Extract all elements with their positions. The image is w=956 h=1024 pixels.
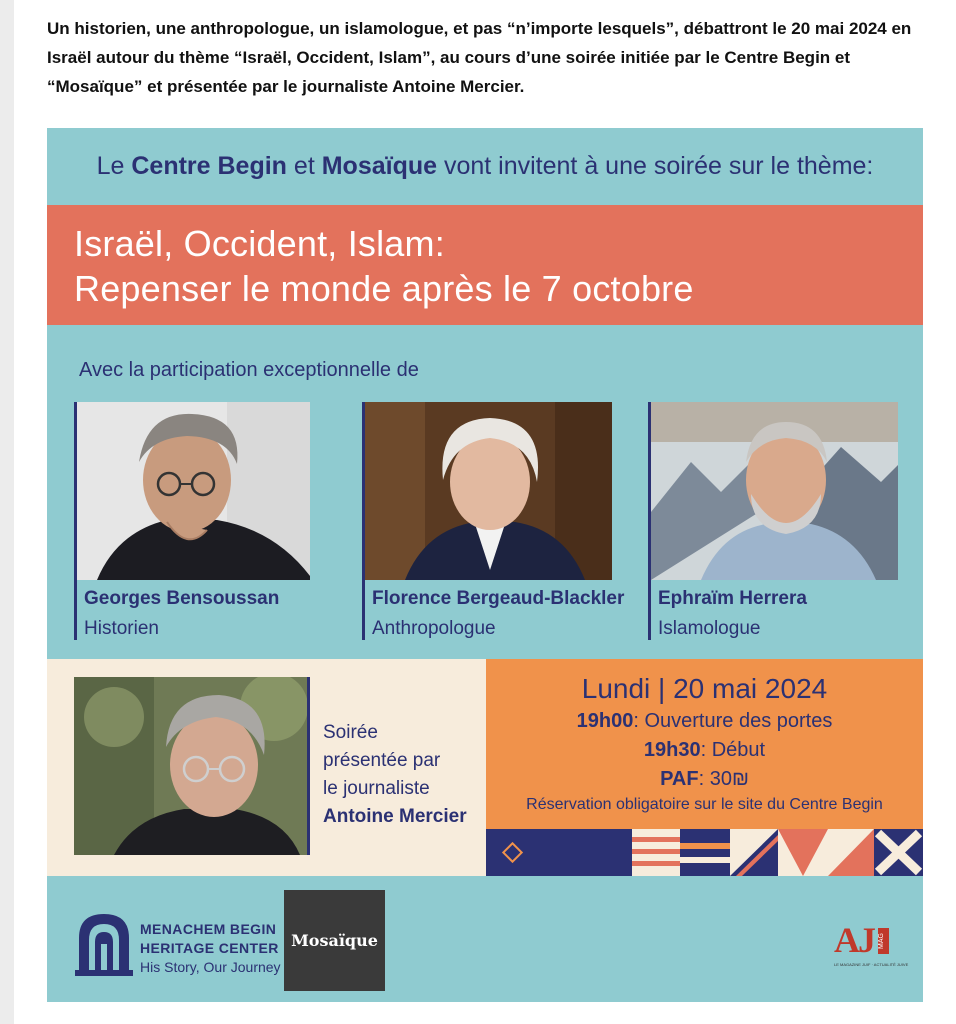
speaker-name: Georges Bensoussan — [84, 588, 280, 609]
paf-value: : 30₪ — [698, 768, 749, 790]
page-left-gutter — [0, 0, 14, 1024]
mosaique-logo — [284, 890, 385, 991]
decorative-pattern-strip — [486, 829, 923, 876]
event-info-panel — [486, 659, 923, 829]
schedule-doors — [486, 710, 923, 733]
invite-line — [47, 152, 923, 181]
speaker-role: Historien — [84, 618, 159, 639]
presenter-photo-mercier — [74, 677, 310, 855]
mosaique-logo-text: Mosaïque — [291, 931, 378, 950]
paf-label: PAF — [660, 768, 699, 790]
presenter-name: Antoine Mercier — [323, 806, 467, 827]
begin-name-line1: MENACHEM BEGIN — [140, 921, 277, 937]
schedule-start — [486, 739, 923, 762]
aj-logo-text: AJ — [834, 920, 874, 960]
begin-name-line2: HERITAGE CENTER — [140, 940, 279, 956]
presenter-panel — [47, 659, 486, 876]
speaker-name: Ephraïm Herrera — [658, 588, 807, 609]
event-poster — [47, 128, 923, 1002]
aj-subtitle: LE MAGAZINE JUIF · ACTUALITÉ JUIVE — [834, 962, 909, 967]
speaker-accent-bar — [362, 580, 365, 640]
title-band — [47, 205, 923, 325]
speaker-card — [74, 402, 310, 642]
invite-org-mosaique: Mosaïque — [321, 152, 438, 180]
speaker-photo-herrera — [648, 402, 898, 580]
presenter-text — [323, 719, 467, 831]
invite-post: vont invitent à une soirée sur le thème: — [437, 152, 874, 180]
speaker-role: Islamologue — [658, 618, 761, 639]
poster-title-line2: Repenser le monde après le 7 octobre — [74, 268, 694, 309]
aj-mag-logo — [834, 920, 909, 970]
invite-mid: et — [286, 152, 322, 180]
speaker-card — [362, 402, 625, 642]
poster-title-line1: Israël, Occident, Islam: — [74, 223, 445, 264]
participation-heading: Avec la participation exceptionnelle de — [79, 359, 419, 381]
speaker-photo-bensoussan — [74, 402, 310, 580]
aj-mag-tag: MAG — [878, 928, 889, 954]
begin-center-name — [140, 920, 281, 977]
begin-center-logo-icon — [75, 912, 133, 976]
start-time: 19h30 — [643, 739, 701, 761]
reservation-note: Réservation obligatoire sur le site du Centre Begin — [526, 796, 883, 813]
speaker-accent-bar — [74, 580, 77, 640]
speaker-name: Florence Bergeaud-Blackler — [372, 588, 625, 609]
doors-label: : Ouverture des portes — [633, 710, 833, 732]
article-intro: Un historien, une anthropologue, un islamologue, et pas “n’importe lesquels”, débattront le 20 mai 2024 en Israël autour du thème “Israël, Occident, Islam”, au cours d’une soirée initiée par le Centre Begin et “Mosaïque” et présentée par le journaliste Antoine Mercier. — [47, 19, 912, 96]
presenter-line3: le journaliste — [323, 778, 430, 799]
event-date: Lundi | 20 mai 2024 — [581, 673, 828, 704]
invite-org-begin: Centre Begin — [131, 152, 287, 180]
speaker-photo-bergeaud-blackler — [362, 402, 612, 580]
invite-pre: Le — [96, 152, 132, 180]
speaker-card — [648, 402, 898, 642]
speaker-role: Anthropologue — [372, 618, 496, 639]
presenter-line2: présentée par — [323, 750, 441, 771]
presenter-line1: Soirée — [323, 722, 378, 743]
schedule-paf — [486, 768, 923, 791]
poster-footer — [47, 876, 923, 1002]
begin-tagline: His Story, Our Journey — [140, 959, 281, 975]
start-label: : Début — [700, 739, 766, 761]
doors-time: 19h00 — [576, 710, 634, 732]
speaker-accent-bar — [648, 580, 651, 640]
